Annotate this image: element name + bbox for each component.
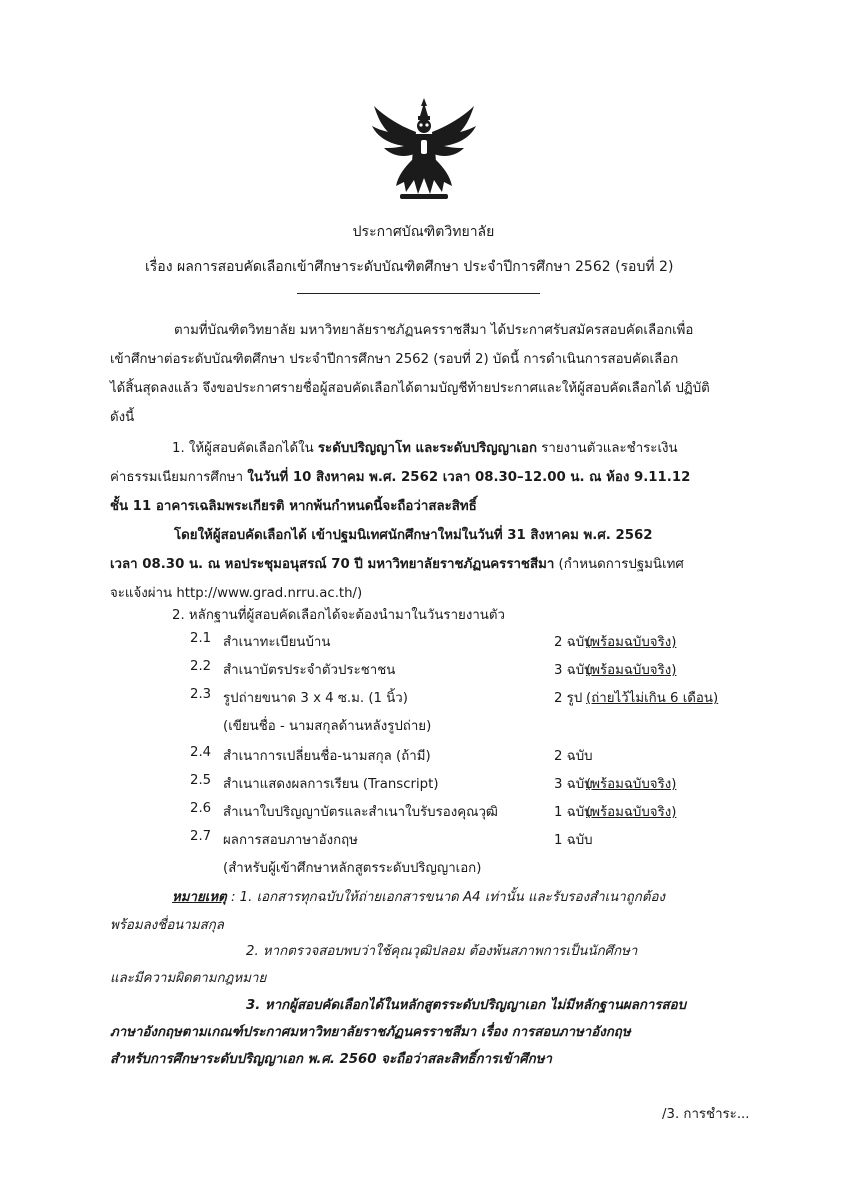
item-note: (พร้อมฉบับจริง) (586, 777, 677, 792)
document-subject: เรื่อง ผลการสอบคัดเลือกเข้าศึกษาระดับบัณฑิตศึกษา ประจำปีการศึกษา 2562 (รอบที่ 2) (145, 259, 674, 275)
item-number: 2.4 (190, 745, 212, 760)
remark-label: หมายเหตุ (172, 890, 227, 905)
item-quantity: 2 รูป (554, 691, 583, 706)
item-number: 2.7 (190, 829, 212, 844)
garuda-emblem-icon (370, 96, 478, 202)
item-number: 2.6 (190, 801, 212, 816)
list-item (190, 655, 750, 683)
remark-line-7: สำหรับการศึกษาระดับปริญญาเอก พ.ศ. 2560 จะถือว่าสละสิทธิ์การเข้าศึกษา (110, 1052, 552, 1067)
item1-line-6: จะแจ้งผ่าน http://www.grad.nrru.ac.th/) (110, 586, 363, 601)
remark-line-1 (172, 886, 665, 907)
item1-line-4: โดยให้ผู้สอบคัดเลือกได้ เข้าปฐมนิเทศนักศึกษาใหม่ในวันที่ 31 สิงหาคม พ.ศ. 2562 (174, 528, 653, 543)
remark-line-5: 3. หากผู้สอบคัดเลือกได้ในหลักสูตรระดับปริญญาเอก ไม่มีหลักฐานผลการสอบ (246, 998, 687, 1013)
item1-text-a: 1. ให้ผู้สอบคัดเลือกได้ใน (172, 441, 318, 456)
item1-line-1 (172, 437, 678, 458)
item1-text-e: ในวันที่ 10 สิงหาคม พ.ศ. 2562 เวลา 08.30–12.00 น. ณ ห้อง 9.11.12 (247, 470, 691, 485)
item-note: (พร้อมฉบับจริง) (586, 663, 677, 678)
list-item (190, 683, 750, 711)
item1-text-i: (กำหนดการปฐมนิเทศ (554, 557, 684, 572)
intro-line-3: ได้สิ้นสุดลงแล้ว จึงขอประกาศรายชื่อผู้สอบคัดเลือกได้ตามบัญชีท้ายประกาศและให้ผู้สอบคัดเลือกได้ ปฏิบัติ (110, 381, 710, 396)
item-label: สำเนาแสดงผลการเรียน (Transcript) (223, 777, 439, 792)
item1-text-b: ระดับปริญญาโท และระดับปริญญาเอก (317, 441, 538, 456)
intro-line-1: ตามที่บัณฑิตวิทยาลัย มหาวิทยาลัยราชภัฏนครราชสีมา ได้ประกาศรับสมัครสอบคัดเลือกเพื่อ (174, 323, 694, 338)
list-item (190, 853, 750, 881)
item-label: สำเนาการเปลี่ยนชื่อ-นามสกุล (ถ้ามี) (223, 749, 431, 764)
list-item (190, 741, 750, 769)
remark-line-4: และมีความผิดตามกฎหมาย (110, 971, 267, 986)
remark-line-3: 2. หากตรวจสอบพบว่าใช้คุณวุฒิปลอม ต้องพ้นสภาพการเป็นนักศึกษา (246, 944, 638, 959)
item1-line-5 (110, 553, 684, 574)
evidence-list (190, 627, 750, 881)
item-quantity: 1 ฉบับ (554, 833, 593, 848)
remark-line-6: ภาษาอังกฤษตามเกณฑ์ประกาศมหาวิทยาลัยราชภัฏนครราชสีมา เรื่อง การสอบภาษาอังกฤษ (110, 1025, 631, 1040)
item-quantity: 1 ฉบับ (554, 805, 593, 820)
item1-text-c: รายงานตัวและชำระเงิน (537, 441, 678, 456)
item-quantity: 2 ฉบับ (554, 749, 593, 764)
item-number: 2.3 (190, 687, 212, 702)
item-label: สำเนาใบปริญญาบัตรและสำเนาใบรับรองคุณวุฒิ (223, 805, 498, 820)
list-item (190, 711, 750, 741)
item-number: 2.5 (190, 773, 212, 788)
item-label: (สำหรับผู้เข้าศึกษาหลักสูตรระดับปริญญาเอก) (223, 861, 482, 876)
item-note: (พร้อมฉบับจริง) (586, 635, 677, 650)
item-quantity: 2 ฉบับ (554, 635, 593, 650)
item2-heading: 2. หลักฐานที่ผู้สอบคัดเลือกได้จะต้องนำมาในวันรายงานตัว (172, 608, 505, 623)
item1-text-d: ค่าธรรมเนียมการศึกษา (110, 470, 248, 485)
item1-line-3: ชั้น 11 อาคารเฉลิมพระเกียรติ หากพ้นกำหนดนี้จะถือว่าสละสิทธิ์ (110, 499, 477, 514)
remark-line-2: พร้อมลงชื่อนามสกุล (110, 918, 224, 933)
item-label: รูปถ่ายขนาด 3 x 4 ซ.ม. (1 นิ้ว) (223, 691, 408, 706)
continued-marker: /3. การชำระ... (662, 1107, 750, 1122)
remark-1-text: : 1. เอกสารทุกฉบับให้ถ่ายเอกสารขนาด A4 เท่านั้น และรับรองสำเนาถูกต้อง (230, 890, 665, 905)
item-quantity: 3 ฉบับ (554, 663, 593, 678)
list-item (190, 797, 750, 825)
list-item (190, 769, 750, 797)
item-label: สำเนาบัตรประจำตัวประชาชน (223, 663, 396, 678)
item1-line-2 (110, 466, 690, 487)
item-number: 2.2 (190, 659, 212, 674)
title-divider (297, 293, 540, 294)
document-issuer: ประกาศบัณฑิตวิทยาลัย (352, 224, 495, 240)
item-label: (เขียนชื่อ - นามสกุลด้านหลังรูปถ่าย) (223, 719, 432, 734)
item-label: ผลการสอบภาษาอังกฤษ (223, 833, 358, 848)
item1-text-h: เวลา 08.30 น. ณ หอประชุมอนุสรณ์ 70 ปี มหาวิทยาลัยราชภัฏนครราชสีมา (110, 557, 555, 572)
item-note: (พร้อมฉบับจริง) (586, 805, 677, 820)
item-number: 2.1 (190, 631, 212, 646)
item-quantity: 3 ฉบับ (554, 777, 593, 792)
list-item (190, 825, 750, 853)
list-item (190, 627, 750, 655)
intro-line-2: เข้าศึกษาต่อระดับบัณฑิตศึกษา ประจำปีการศึกษา 2562 (รอบที่ 2) บัดนี้ การดำเนินการสอบคัดเลือก (110, 352, 679, 367)
item-label: สำเนาทะเบียนบ้าน (223, 635, 331, 650)
intro-line-4: ดังนี้ (110, 410, 135, 425)
item-note: (ถ่ายไว้ไม่เกิน 6 เดือน) (586, 691, 719, 706)
